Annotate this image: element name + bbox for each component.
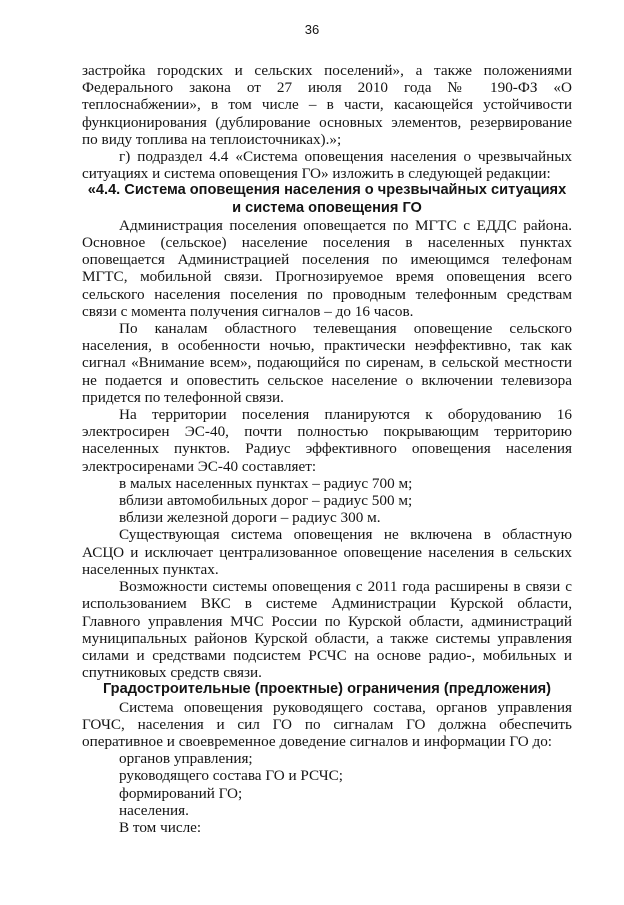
list-item: вблизи автомобильных дорог – радиус 500 м; bbox=[119, 492, 413, 510]
paragraph: Система оповещения руководящего состава, органов управления ГОЧС, населения и сил ГО по сигналам ГО должна обеспечить оперативное и своевременное доведение сигналов и информации ГО до: bbox=[82, 698, 572, 750]
paragraph: Администрация поселения оповещается по МГТС с ЕДДС района. Основное (сельское) население поселения в населенных пунктах оповещается Администрацией поселения по имеющимся телефонам МГТС, мобильной связи. Прогнозируемое время оповещения всего сельского населения поселения по проводным телефонным средствам связи с момента получения сигналов – до 16 часов. bbox=[82, 216, 572, 320]
list-item: руководящего состава ГО и РСЧС; bbox=[119, 767, 344, 785]
paragraph: Возможности системы оповещения с 2011 года расширены в связи с использованием ВКС в системе Администрации Курской области, Главного управления МЧС России по Курской области, администраций муниципальных районов Курской области, а также системы управления силами и средствами подсистем РСЧС на основе радио-, мобильных и спутниковых средств связи. bbox=[82, 578, 572, 682]
paragraph: На территории поселения планируются к оборудованию 16 электросирен ЭС-40, почти полностью покрывающим территорию населенных пунктов. Радиус эффективного оповещения населения электросиренами ЭС-40 составляет: bbox=[82, 406, 572, 475]
section-heading: «4.4. Система оповещения населения о чрезвычайных ситуациях и система оповещения ГО bbox=[87, 182, 567, 216]
paragraph: По каналам областного телевещания оповещение сельского населения, в особенности ночью, практически неэффективно, так как сигнал «Внимание всем», подающийся по сиренам, в сельской местности не подается и оповестить сельское население о включении телевизора придется по телефонной связи. bbox=[82, 320, 572, 406]
list-item: органов управления; bbox=[119, 750, 253, 768]
list-item: населения. bbox=[119, 801, 189, 819]
section-heading: Градостроительные (проектные) ограничения (предложения) bbox=[102, 681, 552, 698]
list-item: в малых населенных пунктах – радиус 700 м; bbox=[119, 474, 413, 492]
list-item: вблизи железной дороги – радиус 300 м. bbox=[119, 509, 381, 527]
list-item: формирований ГО; bbox=[119, 784, 243, 802]
paragraph: застройка городских и сельских поселений», а также положениями Федерального закона от 27 июля 2010 года № 190-ФЗ «О теплоснабжении», в том числе – в части, касающейся устойчивости функционирования (дублирование основных элементов, резервирование по виду топлива на теплоисточниках).»; bbox=[82, 62, 572, 148]
paragraph: Существующая система оповещения не включена в областную АСЦО и исключает централизованное оповещение населения в сельских населенных пунктах. bbox=[82, 526, 572, 578]
list-item: В том числе: bbox=[119, 818, 202, 836]
document-body bbox=[82, 62, 572, 836]
paragraph: г) подраздел 4.4 «Система оповещения населения о чрезвычайных ситуациях и система оповещения ГО» изложить в следующей редакции: bbox=[82, 148, 572, 183]
page-number: 36 bbox=[304, 22, 320, 37]
